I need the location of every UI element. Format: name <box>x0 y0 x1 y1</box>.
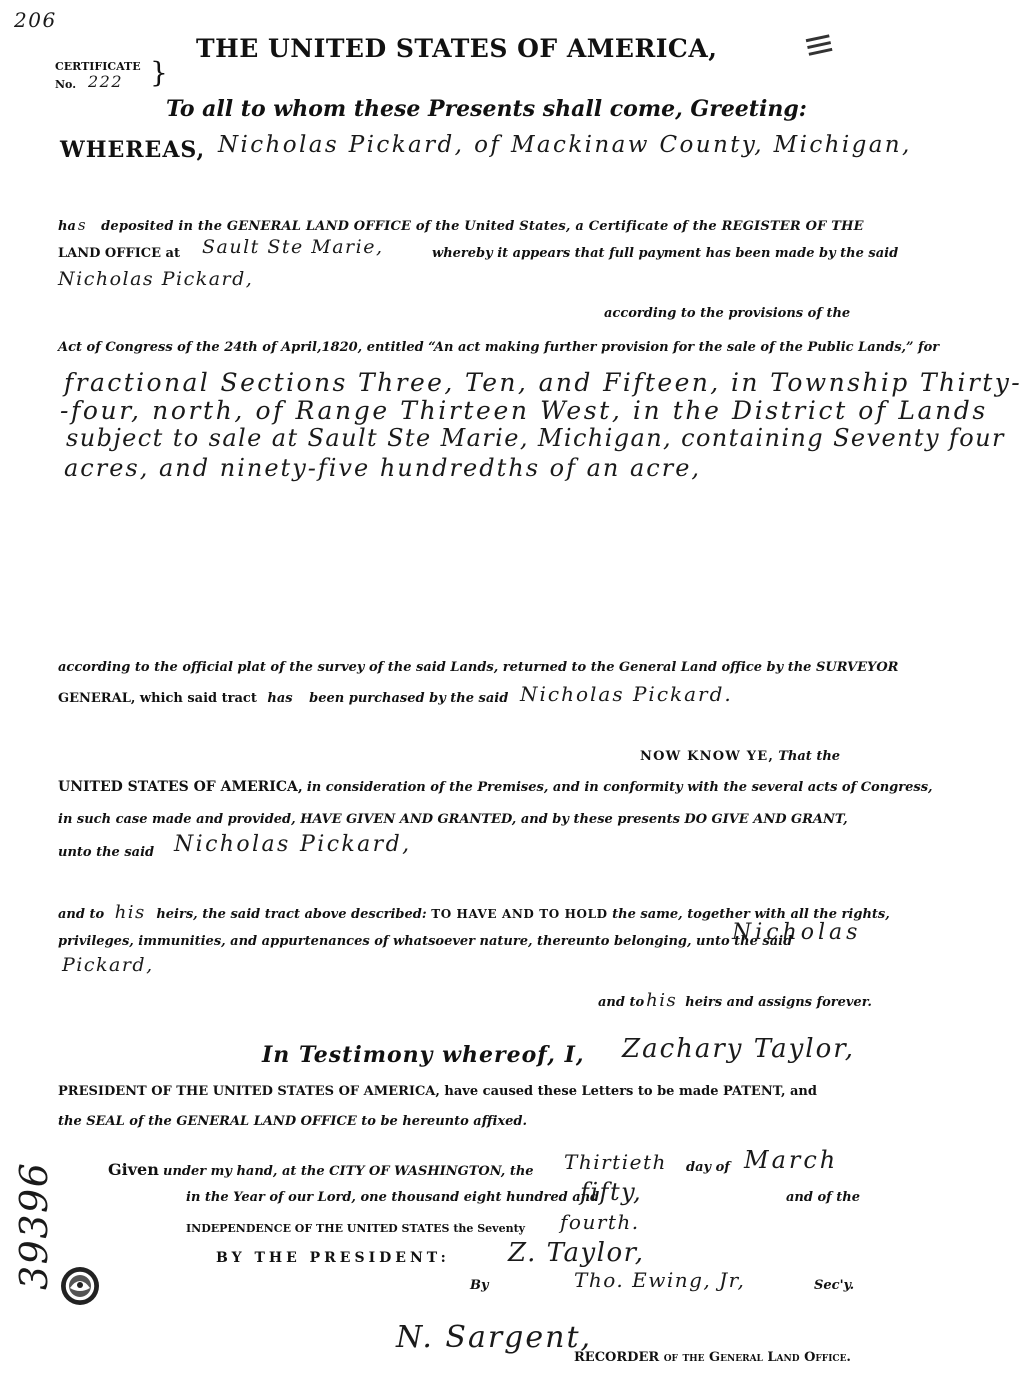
act-text: Act of Congress of the 24th of April,1820, entitled “An act making further provision for the sale of the Public Lands,” for <box>58 340 940 355</box>
testimony-heading: In Testimony whereof, I, <box>262 1042 585 1068</box>
and-of-the: and of the <box>786 1190 861 1205</box>
greeting: To all to whom these Presents shall come, Greeting: <box>166 96 807 122</box>
given-text-1: under my hand, at the CITY OF WASHINGTON, the <box>163 1164 534 1179</box>
plat-line-2-prefix: GENERAL, which said tract <box>58 691 257 706</box>
grant-grantee: Nicholas Pickard, <box>174 832 412 857</box>
grant-usa: UNITED STATES OF AMERICA, <box>58 779 303 795</box>
privileges-text: privileges, immunities, and appurtenances of whatsoever nature, thereunto belonging, unto the said <box>58 934 793 949</box>
heirs-pronoun: his <box>114 902 146 923</box>
description-line-2: -four, north, of Range Thirteen West, in the District of Lands <box>60 396 988 425</box>
testimony-line-2: the SEAL of the GENERAL LAND OFFICE to be hereunto affixed. <box>58 1114 528 1129</box>
provisions-text: according to the provisions of the <box>604 306 851 321</box>
plat-line-1: according to the official plat of the survey of the said Lands, returned to the General Land office by the SURVEYOR <box>58 660 899 675</box>
description-line-4: acres, and ninety-five hundredths of an acre, <box>64 454 702 482</box>
unto-label: unto the said <box>58 845 155 860</box>
deposit-line <box>58 216 864 234</box>
plat-line-2-mid: been purchased by the said <box>309 691 509 706</box>
grantee-last-name: Pickard, <box>62 954 154 976</box>
grantee-line: Nicholas Pickard, of Mackinaw County, Michigan, <box>218 132 912 158</box>
payer-name: Nicholas Pickard, <box>58 268 254 290</box>
and-to-2: and to <box>598 995 645 1010</box>
certificate-no-label: No. <box>55 78 77 91</box>
whereas-label: WHEREAS, <box>60 137 206 163</box>
grant-line-1: in consideration of the Premises, and in conformity with the several acts of Congress, <box>306 780 933 795</box>
given-month: March <box>744 1146 839 1174</box>
president-signature: Z. Taylor, <box>508 1238 645 1268</box>
forever-text: heirs and assigns forever. <box>685 995 872 1010</box>
recorder-signature: N. Sargent, <box>396 1320 593 1355</box>
payment-text: whereby it appears that full payment has been made by the said <box>432 246 899 261</box>
secy-label: Sec'y. <box>814 1278 855 1293</box>
and-to: and to <box>58 907 105 922</box>
heirs-pronoun-2: his <box>646 990 678 1011</box>
testimony-line-1: PRESIDENT OF THE UNITED STATES OF AMERICA, have caused these Letters to be made PATENT, and <box>58 1084 817 1099</box>
by-the-president: BY THE PRESIDENT: <box>216 1250 450 1266</box>
certificate-brace: } <box>150 56 168 89</box>
by-label: By <box>470 1278 489 1293</box>
day-of: day of <box>686 1160 730 1175</box>
that-the: That the <box>778 749 841 764</box>
side-number: 39396 <box>12 1161 56 1290</box>
country-title: THE UNITED STATES OF AMERICA, <box>196 34 718 63</box>
heirs-text-2: the same, together with all the rights, <box>612 907 890 922</box>
grant-line-2: in such case made and provided, HAVE GIVEN AND GRANTED, and by these presents DO GIVE AND GRANT, <box>58 812 848 827</box>
given-day: Thirtieth <box>564 1150 667 1174</box>
recorder-title: RECORDER of the General Land Office. <box>574 1350 851 1365</box>
certificate-label: CERTIFICATE <box>55 60 141 73</box>
land-office-place: Sault Ste Marie, <box>202 236 384 258</box>
land-office-label: LAND OFFICE at <box>58 246 180 261</box>
independence-year: fourth. <box>560 1210 640 1234</box>
given-text-3: INDEPENDENCE OF THE UNITED STATES the Seventy <box>186 1222 526 1235</box>
has-prefix: ha <box>58 219 76 234</box>
given-word: Given <box>108 1160 159 1179</box>
deposit-text: deposited in the GENERAL LAND OFFICE of the United States, a Certificate of the REGISTER OF THE <box>101 219 864 234</box>
certificate-number: 222 <box>88 72 124 91</box>
page-number: 206 <box>14 8 57 32</box>
secretary-signature: Tho. Ewing, Jr, <box>574 1268 746 1292</box>
president-name: Zachary Taylor, <box>622 1034 856 1064</box>
given-year: fifty, <box>580 1178 643 1206</box>
purchaser-name: Nicholas Pickard. <box>520 682 733 706</box>
description-line-1: fractional Sections Three, Ten, and Fifteen, in Township Thirty- <box>64 368 1022 397</box>
given-text-2: in the Year of our Lord, one thousand eight hundred and <box>186 1190 600 1205</box>
plat-has: has <box>267 691 293 706</box>
has-suffix: s <box>77 216 88 234</box>
plat-line-2 <box>58 691 508 706</box>
heirs-text: heirs, the said tract above described: <box>156 907 427 922</box>
general-land-office-seal-icon <box>60 1266 100 1306</box>
now-know-ye: NOW KNOW YE, <box>640 749 775 764</box>
corner-mark: ≡ <box>798 19 840 69</box>
description-line-3: subject to sale at Sault Ste Marie, Michigan, containing Seventy four <box>66 424 1005 452</box>
to-have-and-to-hold: TO HAVE AND TO HOLD <box>431 907 608 921</box>
grantee-first-name: Nicholas <box>732 920 862 945</box>
